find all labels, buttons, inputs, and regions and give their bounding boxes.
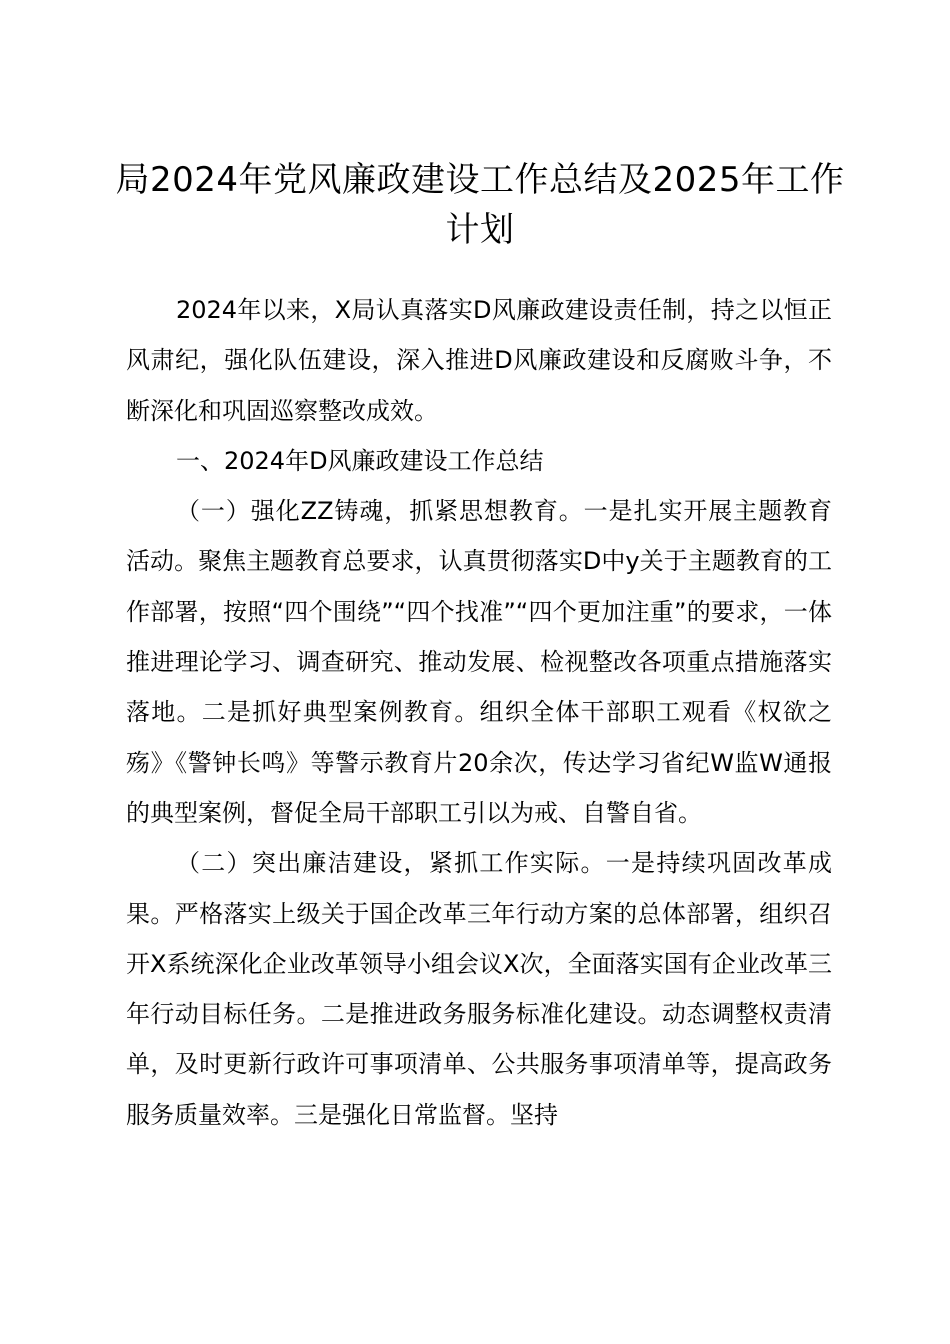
- section-heading: 一、2024年D风廉政建设工作总结: [176, 446, 544, 475]
- intro-paragraph: 2024年以来，X局认真落实D风廉政建设责任制，持之以恒正风肃纪，强化队伍建设，深入推进D风廉政建设和反腐败斗争，不断深化和巩固巡察整改成效。: [126, 296, 832, 425]
- body-paragraph: （一）强化ZZ铸魂，抓紧思想教育。一是扎实开展主题教育活动。聚焦主题教育总要求，认真贯彻落实D中y关于主题教育的工作部署，按照“四个围绕”“四个找准”“四个更加注重”的要求，一体推进理论学习、调查研究、推动发展、检视整改各项重点措施落实落地。二是抓好典型案例教育。组织全体干部职工观看《权欲之殇》《警钟长鸣》等警示教育片20余次，传达学习省纪W监W通报的典型案例，督促全局干部职工引以为戒、自警自省。: [126, 497, 832, 827]
- document-body: [126, 285, 832, 1140]
- body-paragraph: （二）突出廉洁建设，紧抓工作实际。一是持续巩固改革成果。严格落实上级关于国企改革三年行动方案的总体部署，组织召开X系统深化企业改革领导小组会议X次，全面落实国有企业改革三年行动目标任务。二是推进政务服务标准化建设。动态调整权责清单，及时更新行政许可事项清单、公共服务事项清单等，提高政务服务质量效率。三是强化日常监督。坚持: [126, 849, 832, 1129]
- document-title: 局2024年党风廉政建设工作总结及2025年工作计划: [115, 160, 845, 250]
